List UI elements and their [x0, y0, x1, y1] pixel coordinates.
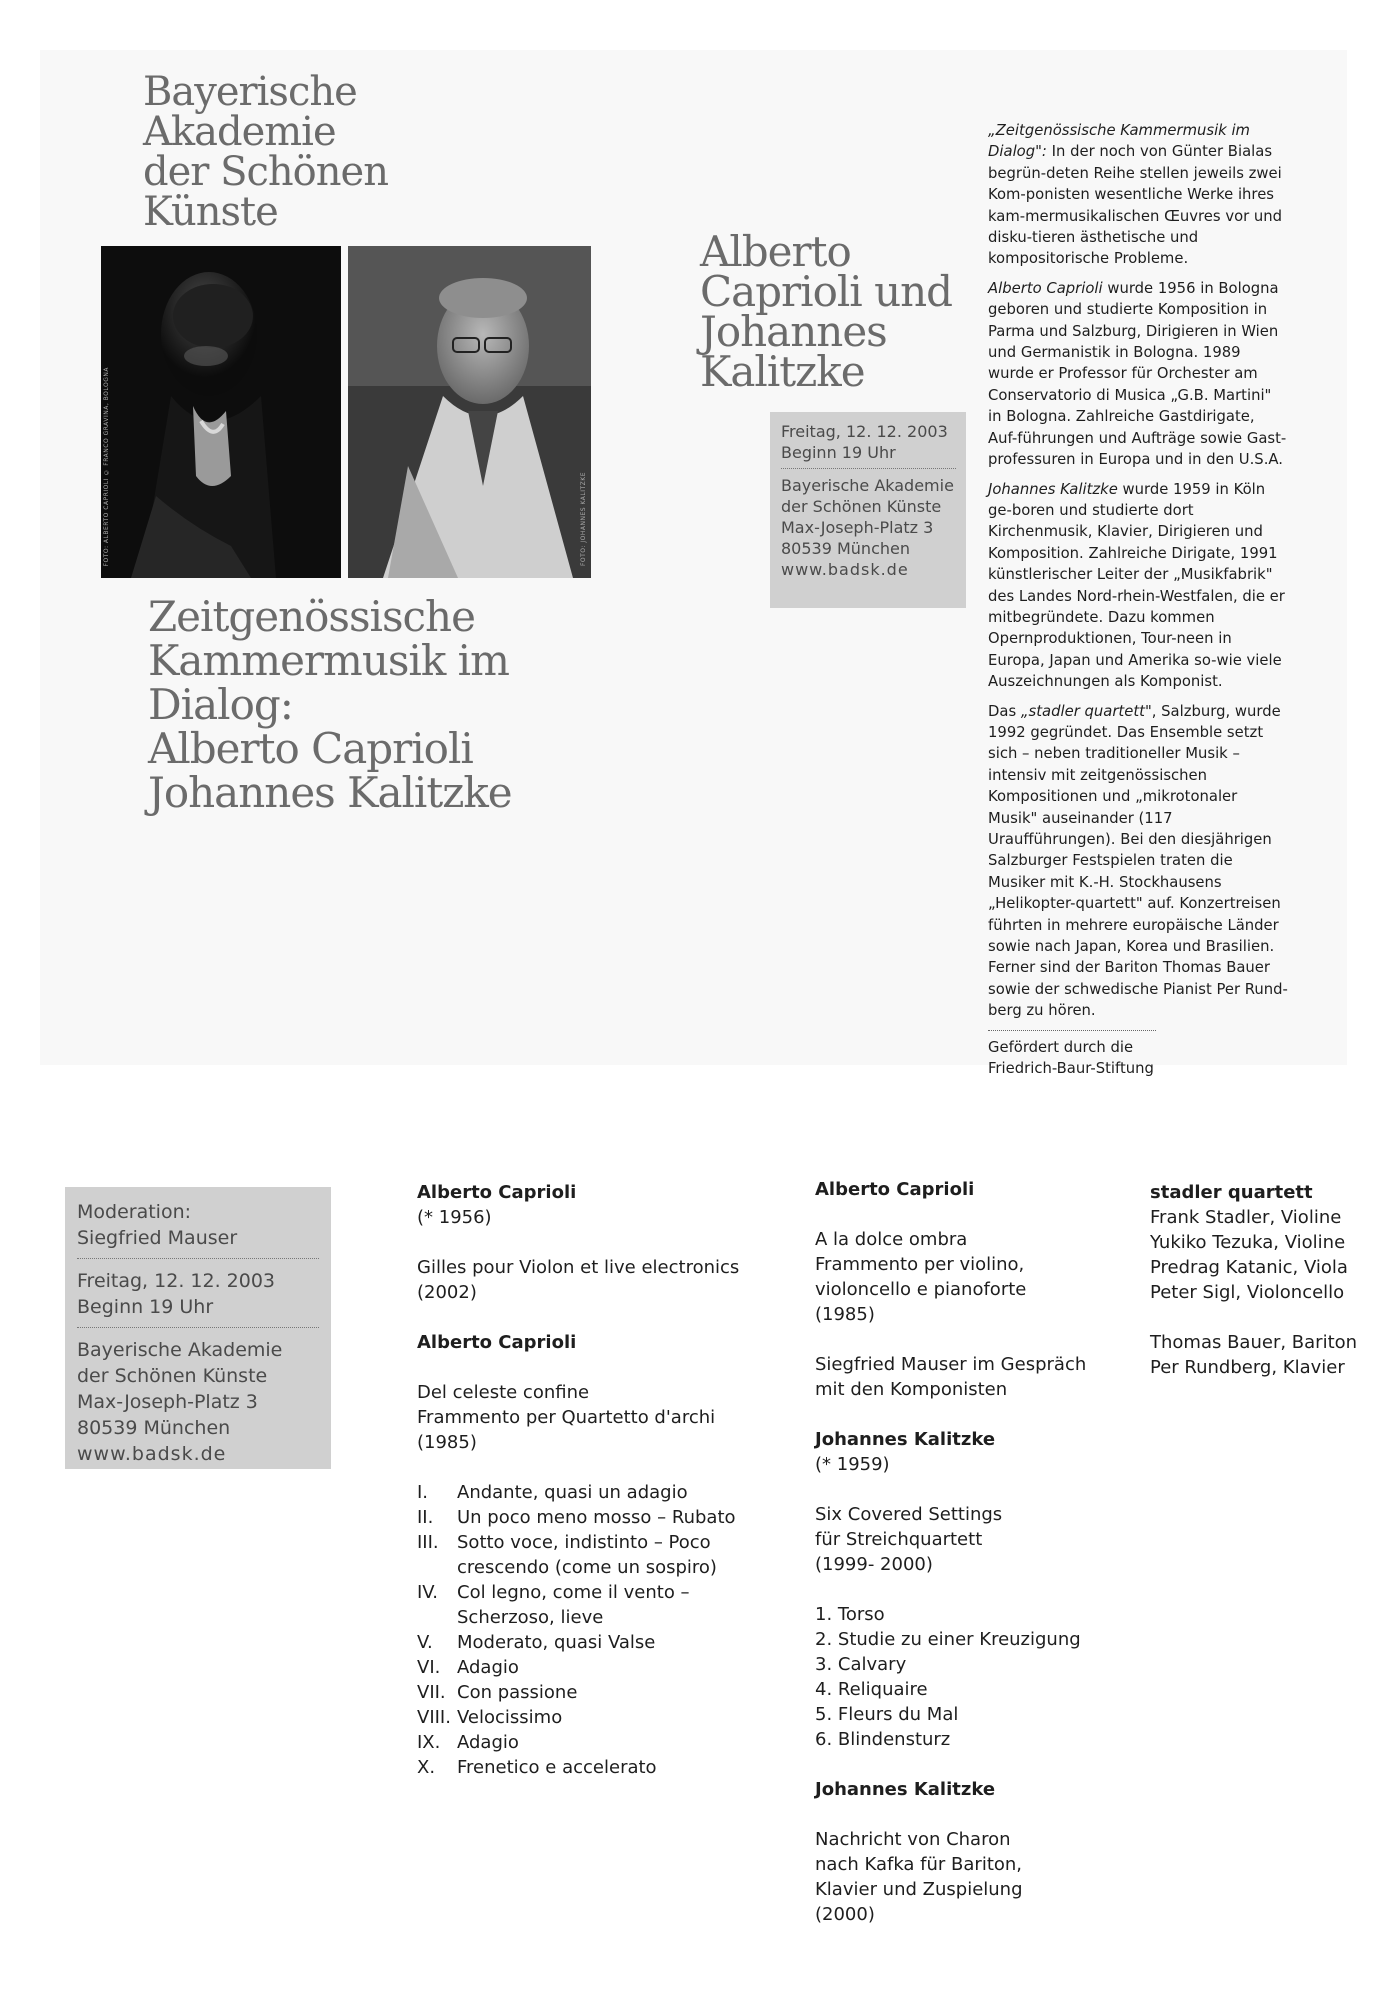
caprioli-bio: [988, 278, 1288, 471]
extra-artists: Ferner sind der Bariton Thomas Bauer sowie der schwedische Pianist Per Rund-berg zu hören.: [988, 959, 1288, 1020]
work-title: Del celeste confine: [417, 1382, 590, 1403]
ensemble-member: Peter Sigl, Violoncello: [1150, 1282, 1345, 1303]
event-venue-group: [781, 475, 956, 585]
cover-title-line: Kalitzke: [700, 347, 865, 396]
movement-list: [417, 1480, 747, 1780]
main-title-line: Dialog:: [148, 680, 293, 729]
work-year: (1985): [417, 1432, 477, 1453]
kalitzke-name: Johannes Kalitzke: [988, 480, 1118, 498]
venue-line: Max-Joseph-Platz 3: [781, 518, 934, 537]
venue-line: Bayerische Akademie: [77, 1339, 283, 1361]
portrait-kalitzke: [348, 246, 591, 578]
work-year: (2000): [815, 1904, 875, 1925]
performers-column: [1150, 1180, 1360, 1380]
program-column-2: [815, 1177, 1115, 1927]
event-time: Beginn 19 Uhr: [781, 443, 896, 462]
photo-credit: FOTO: ALBERTO CAPRIOLI © FRANCO GRAVINA, BOLOGNA: [103, 366, 110, 566]
moderator-name: Siegfried Mauser: [77, 1227, 238, 1249]
composer-heading: Alberto Caprioli: [417, 1182, 577, 1203]
event-time: Beginn 19 Uhr: [77, 1296, 214, 1318]
event-venue-group: [77, 1337, 319, 1474]
ensemble-name: stadler quartett: [1150, 1182, 1313, 1203]
quartet-bio-text: , Salzburg, wurde 1992 gegründet. Das Ensemble setzt sich – neben traditioneller Musik – intensiv mit zeitgenössischen Kompositionen und „mikrotonaler Musik" auseinander (117 Uraufführungen). Bei den diesjährigen Salzburger Festspielen traten die Musiker mit K.-H. Stockhausens „Helikopter-quartett" auf. Konzertreisen führten in mehrere europäische Länder sowie nach Japan, Korea und Brasilien.: [988, 702, 1281, 956]
movement-item: III. Sotto voce, indistinto – Poco crescendo (come un sospiro): [417, 1532, 717, 1578]
talk-line: Siegfried Mauser im Gespräch: [815, 1354, 1087, 1375]
work-subtitle: für Streichquartett: [815, 1529, 983, 1550]
intro-text: In der noch von Günter Bialas begrün-deten Reihe stellen jeweils zwei Kom-ponisten wesentliche Werke ihres kam-mermusikalischen Œuvres vor und disku-tieren ästhetische und kompositorische Probleme.: [988, 143, 1283, 268]
sponsor-line: Gefördert durch die: [988, 1038, 1134, 1056]
quartet-prefix: Das: [988, 702, 1021, 720]
academy-name: [143, 69, 388, 235]
academy-line: der Schönen: [143, 149, 388, 195]
event-date: Freitag, 12. 12. 2003: [77, 1270, 276, 1292]
movement-item: V. Moderato, quasi Valse: [417, 1632, 656, 1653]
movement-item: I. Andante, quasi un adagio: [417, 1482, 688, 1503]
venue-line: der Schönen Künste: [77, 1365, 268, 1387]
cover-title-line: Alberto: [700, 227, 851, 276]
moderation-group: [77, 1199, 319, 1259]
photo-johannes-kalitzke: [348, 246, 591, 578]
academy-line: Akademie: [143, 109, 336, 155]
portrait-caprioli: [101, 246, 341, 578]
work-year: (1985): [815, 1304, 875, 1325]
composer-heading: Johannes Kalitzke: [815, 1429, 996, 1450]
part-item: 5. Fleurs du Mal: [815, 1704, 959, 1725]
composer-heading: Alberto Caprioli: [815, 1179, 975, 1200]
moderation-info-box: [65, 1187, 331, 1469]
venue-line: 80539 München: [77, 1417, 231, 1439]
venue-line: Max-Joseph-Platz 3: [77, 1391, 258, 1413]
work-subtitle: nach Kafka für Bariton,: [815, 1854, 1023, 1875]
venue-website-link[interactable]: www.badsk.de: [77, 1443, 227, 1465]
quartet-bio: [988, 701, 1288, 958]
ensemble-member: Predrag Katanic, Viola: [1150, 1257, 1348, 1278]
part-item: 4. Reliquaire: [815, 1679, 928, 1700]
composer-heading: Alberto Caprioli: [417, 1332, 577, 1353]
bio-column: [988, 120, 1288, 1079]
movement-item: VI. Adagio: [417, 1657, 519, 1678]
part-item: 3. Calvary: [815, 1654, 907, 1675]
main-title-line: Kammermusik im: [148, 636, 509, 685]
cover-title: [700, 227, 953, 396]
movement-item: II. Un poco meno mosso – Rubato: [417, 1507, 736, 1528]
caprioli-name: Alberto Caprioli: [988, 279, 1103, 297]
main-title-line: Zeitgenössische: [148, 592, 475, 641]
sponsor-note: [988, 1030, 1156, 1080]
event-date: Freitag, 12. 12. 2003: [781, 422, 948, 441]
photo-credit: FOTO: JOHANNES KALITZKE: [580, 471, 587, 566]
work-title: A la dolce ombra: [815, 1229, 968, 1250]
photo-alberto-caprioli: [101, 246, 341, 578]
cover-title-line: Johannes: [700, 307, 887, 356]
academy-line: Künste: [143, 189, 278, 235]
event-date-group: [77, 1268, 319, 1328]
academy-line: Bayerische: [143, 69, 357, 115]
movement-item: IV. Col legno, come il vento – Scherzoso, lieve: [417, 1582, 690, 1628]
intro-paragraph: [988, 120, 1288, 270]
sponsor-line: Friedrich-Baur-Stiftung: [988, 1060, 1154, 1078]
quartet-name: „stadler quartett": [1020, 702, 1152, 720]
event-info-box: [770, 412, 966, 608]
work-year: (2002): [417, 1282, 477, 1303]
work-title: Gilles pour Violon et live electronics: [417, 1257, 740, 1278]
venue-website-link[interactable]: www.badsk.de: [781, 560, 909, 579]
main-title-line: Johannes Kalitzke: [148, 768, 512, 817]
program-column-1: [417, 1180, 747, 1780]
soloist: Per Rundberg, Klavier: [1150, 1357, 1345, 1378]
composer-birth: (* 1959): [815, 1454, 890, 1475]
part-item: 6. Blindensturz: [815, 1729, 951, 1750]
soloist: Thomas Bauer, Bariton: [1150, 1332, 1358, 1353]
event-date-group: [781, 421, 956, 469]
series-name: „Zeitgenössische Kammermusik im Dialog":: [988, 122, 1250, 161]
work-subtitle: Frammento per violino,: [815, 1254, 1025, 1275]
composer-heading: Johannes Kalitzke: [815, 1779, 996, 1800]
ensemble-member: Frank Stadler, Violine: [1150, 1207, 1342, 1228]
venue-line: Bayerische Akademie: [781, 476, 954, 495]
kalitzke-bio-text: wurde 1959 in Köln ge-boren und studierte dort Kirchenmusik, Klavier, Dirigieren und Komposition. Zahlreiche Dirigate, 1991 künstlerischer Leiter der „Musikfabrik" des Landes Nord-rhein-Westfalen, die er mitbegründete. Dazu kommen Opernproduktionen, Tour-neen in Europa, Japan und Amerika so-wie viele Auszeichnungen als Komponist.: [988, 480, 1285, 691]
work-subtitle: Klavier und Zuspielung: [815, 1879, 1023, 1900]
work-year: (1999- 2000): [815, 1554, 933, 1575]
cover-title-line: Caprioli und: [700, 267, 953, 316]
movement-item: VIII. Velocissimo: [417, 1707, 563, 1728]
work-title: Nachricht von Charon: [815, 1829, 1011, 1850]
moderation-label: Moderation:: [77, 1201, 192, 1223]
work-title: Six Covered Settings: [815, 1504, 1003, 1525]
venue-line: 80539 München: [781, 539, 910, 558]
movement-item: VII. Con passione: [417, 1682, 578, 1703]
work-subtitle: violoncello e pianoforte: [815, 1279, 1027, 1300]
part-item: 2. Studie zu einer Kreuzigung: [815, 1629, 1081, 1650]
composer-birth: (* 1956): [417, 1207, 492, 1228]
ensemble-member: Yukiko Tezuka, Violine: [1150, 1232, 1346, 1253]
movement-item: X. Frenetico e accelerato: [417, 1757, 657, 1778]
main-title-line: Alberto Caprioli: [148, 724, 473, 773]
kalitzke-bio: [988, 479, 1288, 693]
part-item: 1. Torso: [815, 1604, 885, 1625]
work-subtitle: Frammento per Quartetto d'archi: [417, 1407, 716, 1428]
venue-line: der Schönen Künste: [781, 497, 942, 516]
caprioli-bio-text: wurde 1956 in Bologna geboren und studierte Komposition in Parma und Salzburg, Dirigieren in Wien und Germanistik in Bologna. 1989 wurde er Professor für Orchester am Conservatorio di Musica „G.B. Martini" in Bologna. Zahlreiche Gastdirigate, Auf-führungen und Aufträge sowie Gast-professuren in Europa und in den U.S.A.: [988, 279, 1287, 469]
parts-list: [815, 1602, 1115, 1752]
main-title: [148, 592, 512, 817]
movement-item: IX. Adagio: [417, 1732, 519, 1753]
talk-line: mit den Komponisten: [815, 1379, 1008, 1400]
